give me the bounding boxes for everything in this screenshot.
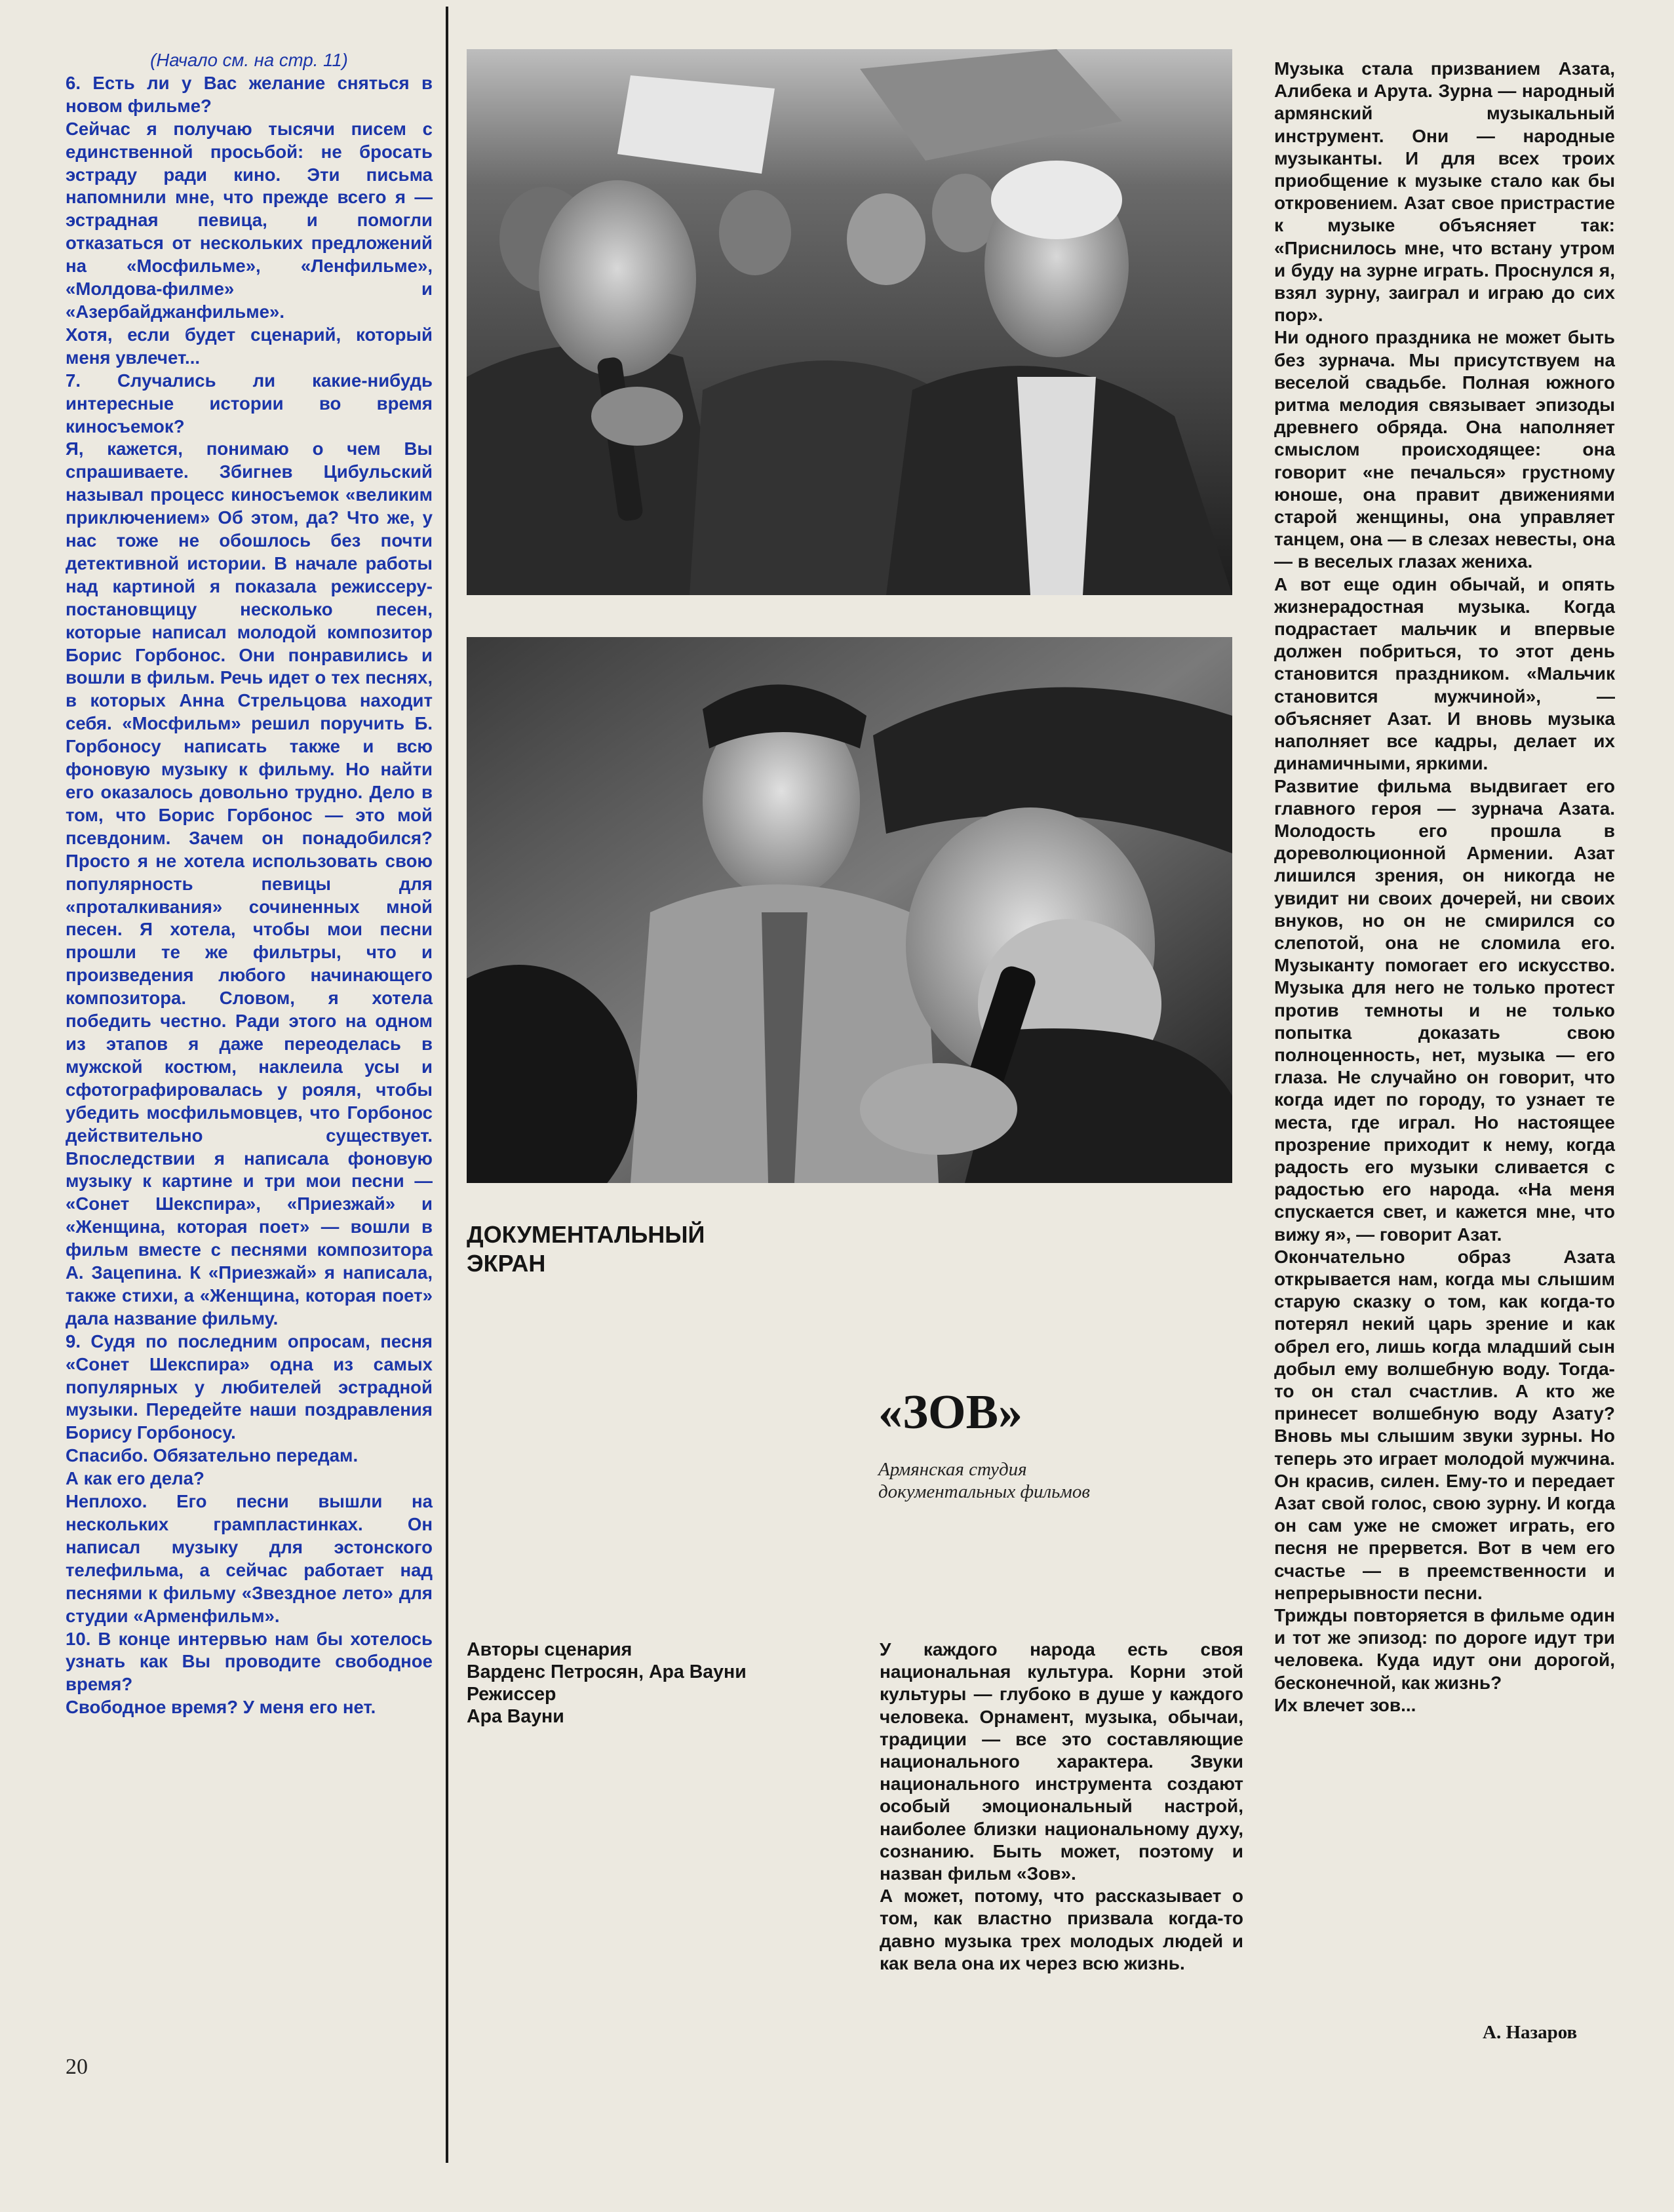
zurna-player-closeup-photo — [467, 637, 1232, 1183]
continuation-note: (Начало см. на стр. 11) — [150, 50, 348, 70]
review-column-middle — [880, 1639, 1243, 1975]
review-text-middle: У каждого народа есть своя национальная культура. Корни этой культуры — глубоко в душе у каждого человека. Орнамент, музыка, обычаи, традиции — все это составляющие национального характера. Звуки национального инструмента создают особый эмоциональный настрой, наиболее близки национальному духу, сознанию. Быть может, поэтому и назван фильм «Зов». А может, потому, что рассказывает о том, как властно призвала когда-то давно музыка трех молодых людей и как вела она их через всю жизнь. — [880, 1639, 1243, 1973]
review-column-right — [1274, 58, 1615, 1717]
article-author: А. Назаров — [1483, 2022, 1578, 2043]
section-heading: ДОКУМЕНТАЛЬНЫЙ ЭКРАН — [467, 1221, 705, 1277]
studio-name: Армянская студия документальных фильмов — [878, 1459, 1090, 1502]
crowd-musicians-photo — [467, 49, 1232, 595]
interview-column — [66, 49, 433, 1719]
credits-director-label: Режиссер — [467, 1684, 556, 1705]
column-divider — [446, 7, 448, 2163]
review-text-right: Музыка стала призванием Азата, Алибека и Арута. Зурна — народный армянский музыкальный инструмент. Они — народные музыканты. И для всех троих приобщение к музыке стало как бы откровением. Азат свое пристрастие к музыке объясняет так: «Приснилось мне, что встану утром и буду на зурне играть. Проснулся я, взял зурну, заиграл и играю до сих пор». Ни одного праздника не может быть без зурнача. Мы присутствуем на веселой свадьбе. Полная южного ритма мелодия связывает эпизоды древнего обряда. Она наполняет смыслом происходящее: она говорит «не печалься» грустному юноше, она правит движениями старой женщины, она управляет танцем, она — в слезах невесты, она — в веселых глазах жениха. А вот еще один обычай, и опять жизнерадостная музыка. Когда подрастает мальчик и впервые должен побриться, то этот день становится праздником. «Мальчик становится мужчиной», — объясняет Азат. И вновь музыка наполняет все кадры, делает их динамичными, яркими. Развитие фильма выдвигает его главного героя — зурнача Азата. Молодость его прошла в дореволюционной Армении. Азат лишился зрения, он никогда не увидит ни своих дочерей, ни своих внуков, но он не смирился со слепотой, она не сломила его. Музыканту помогает его искусство. Музыка для него не только протест против темноты и не только попытка доказать свою полноценность, нет, музыка — его глаза. Не случайно он говорит, что когда идет по городу, то узнает те места, где играл. Но настоящее прозрение приходит к нему, когда радость его музыки сливается с радостью его народа. «На меня спускается свет, и кажется мне, что вижу я», — говорит Азат. Окончательно образ Азата открывается нам, когда мы слышим старую сказку о том, как когда-то потерял некий царь зрение и как обрел его, лишь когда младший сын добыл ему волшебную воду. Тогда-то он стал счастлив. А кто же принесет волшебную воду Азату? Вновь мы слышим звуки зурны. Но теперь это играет молодой мужчина. Он красив, силен. Ему-то и передает Азат свой голос, свою зурну. И когда он сам уже не сможет играть, его песня не прервется. Вот в чем его счастье — в преемственности и непрерывности песни. Трижды повторяется в фильме один и тот же эпизод: по дороге идут три человека. Куда идут они дорогой, бесконечной, как жизнь? Их влечет зов... — [1274, 58, 1615, 1715]
film-credits — [467, 1639, 853, 1728]
credits-writers: Варденс Петросян, Ара Вауни — [467, 1661, 747, 1682]
page-number: 20 — [66, 2055, 88, 2079]
interview-text: 6. Есть ли у Вас желание сняться в новом фильме? Сейчас я получаю тысячи писем с единственной просьбой: не бросать эстраду ради кино. Эти письма напомнили мне, что прежде всего я — эстрадная певица, и помогли отказаться от нескольких предложений на «Мосфильме», «Ленфильме», «Молдова-филме» и «Азербайджанфильме». Хотя, если будет сценарий, который меня увлечет... 7. Случались ли какие-нибудь интересные истории во время киносъемок? Я, кажется, понимаю о чем Вы спрашиваете. Збигнев Цибульский называл процесс киносъемок «великим приключением» Об этом, да? Что же, у нас тоже не обошлось без почти детективной истории. В начале работы над картиной я показала режиссеру-постановщицу несколько песен, которые написал молодой композитор Борис Горбонос. Они понравились и вошли в фильм. Речь идет о тех песнях, в которых Анна Стрельцова находит себя. «Мосфильм» решил поручить Б. Горбоносу написать также и всю фоновую музыку к фильму. Но найти его оказалось довольно трудно. Дело в том, что Борис Горбонос — это мой псевдоним. Зачем он понадобился? Просто я не хотела использовать свою популярность певицы для «проталкивания» сочиненных мной песен. Я хотела, чтобы мои песни прошли те же фильтры, что и произведения любого начинающего композитора. Словом, я хотела победить честно. Ради этого на одном из этапов я даже переоделась в мужской костюм, наклеила усы и сфотографировалась у рояля, чтобы убедить мосфильмовцев, что Горбонос действительно существует. Впоследствии я написала фоновую музыку к картине и три мои песни — «Сонет Шекспира», «Приезжай» и «Женщина, которая поет» — вошли в фильм вместе с песнями композитора А. Зацепина. К «Приезжай» я написала, также стихи, а «Женщина, которая поет» дала название фильму. 9. Судя по последним опросам, песня «Сонет Шекспира» одна из самых популярных у любителей эстрадной музыки. Передейте наши поздравления Борису Горбоносу. Спасибо. Обязательно передам. А как его дела? Неплохо. Его песни вышли на нескольких грампластинках. Он написал музыку для эстонского телефильма, а сейчас работает над песнями к фильму «Звездное лето» для студии «Арменфильм». 10. В конце интервью нам бы хотелось узнать как Вы проводите свободное время? Свободное время? У меня его нет. — [66, 72, 433, 1718]
film-title: «ЗОВ» — [878, 1386, 1022, 1439]
credits-writers-label: Авторы сценария — [467, 1639, 633, 1660]
credits-director: Ара Вауни — [467, 1706, 564, 1727]
